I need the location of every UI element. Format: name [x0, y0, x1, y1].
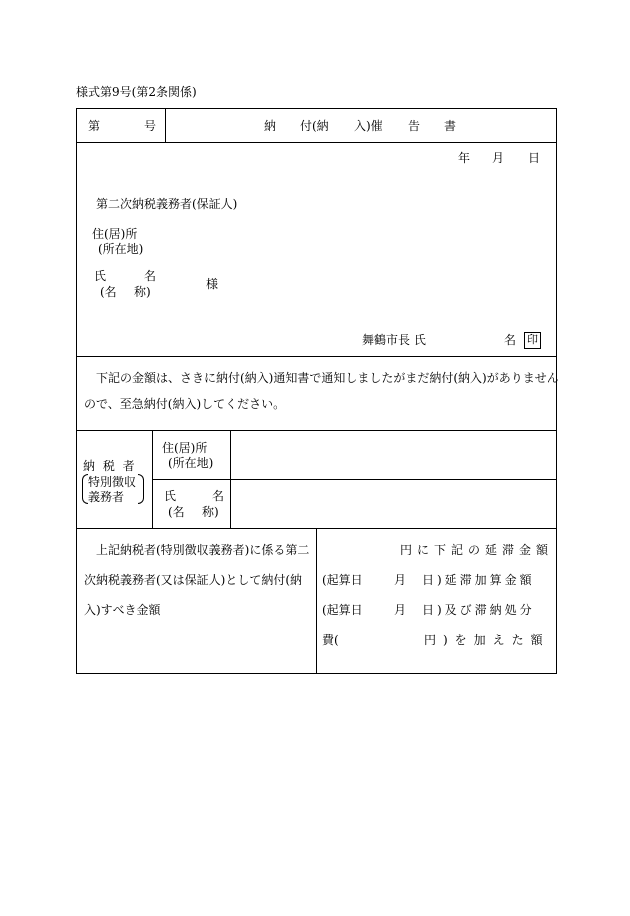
title-char-2: 付(納 [300, 119, 329, 133]
amount-right-line-2b: 月 [394, 573, 407, 587]
amount-vertical [316, 528, 317, 673]
number-suffix: 号 [144, 119, 157, 133]
addressee-name-sub-2: 称) [134, 285, 151, 299]
amount-right-line-4a: 費( [322, 633, 339, 647]
notice-divider [76, 430, 557, 431]
title-char-1: 納 [264, 119, 277, 133]
title-char-3: 入)催 [354, 119, 383, 133]
taxpayer-name-label-1: 氏 [164, 489, 177, 503]
title-char-4: 告 [408, 119, 421, 133]
amount-right-line-1: 円に下記の延滞金額 [400, 543, 554, 557]
issuer-mei: 名 [504, 333, 517, 347]
header-vertical [165, 108, 166, 142]
amount-right-line-3c: 日)及び滞納処分 [422, 603, 535, 617]
amount-right-line-4b: 円)を加えた額 [424, 633, 550, 647]
taxpayer-special-2: 義務者 [88, 490, 125, 504]
addressee-address-label: 住(居)所 [92, 227, 138, 241]
frame-top [76, 108, 557, 109]
amount-right-line-3b: 月 [394, 603, 407, 617]
taxpayer-special-1: 特別徴収 [88, 475, 137, 489]
amount-left-line-1: 上記納税者(特別徴収義務者)に係る第二 [96, 543, 310, 557]
taxpayer-mid-divider [152, 479, 557, 480]
taxpayer-address-label: 住(居)所 [162, 441, 208, 455]
frame-left [76, 108, 77, 674]
addressee-name-sub-1: (名 [100, 285, 117, 299]
amount-right-line-3a: (起算日 [322, 603, 363, 617]
sama: 様 [206, 277, 219, 291]
issuer-title: 舞鶴市長 氏 [362, 333, 426, 347]
date-day: 日 [528, 151, 541, 165]
taxpayer-vertical-2 [230, 430, 231, 528]
title-char-5: 書 [444, 119, 457, 133]
addressee-role: 第二次納税義務者(保証人) [96, 197, 238, 211]
taxpayer-address-sub: (所在地) [168, 456, 214, 470]
amount-right-line-2c: 日)延滞加算金額 [422, 573, 535, 587]
bracket-right [138, 474, 144, 504]
form-number: 様式第9号(第2条関係) [76, 85, 197, 99]
taxpayer-name-sub-1: (名 [168, 505, 185, 519]
addressee-address-sub: (所在地) [98, 242, 144, 256]
taxpayer-vertical-1 [152, 430, 153, 528]
seal-stamp: 印 [524, 332, 541, 349]
date-month: 月 [492, 151, 505, 165]
addressee-divider [76, 356, 557, 357]
number-prefix: 第 [88, 119, 101, 133]
frame-right [556, 108, 557, 674]
taxpayer-label: 納 税 者 [83, 459, 137, 473]
amount-left-line-2: 次納税義務者(又は保証人)として納付(納 [84, 573, 303, 587]
addressee-name-label-2: 名 [144, 269, 157, 283]
amount-left-line-3: 入)すべき金額 [84, 603, 161, 617]
taxpayer-name-label-2: 名 [212, 489, 225, 503]
taxpayer-name-sub-2: 称) [202, 505, 219, 519]
frame-bottom [76, 673, 557, 674]
date-year: 年 [458, 151, 471, 165]
header-divider [76, 142, 557, 143]
notice-line-1: 下記の金額は、さきに納付(納入)通知書で通知しましたがまだ納付(納入)がありません [96, 371, 559, 385]
notice-line-2: ので、至急納付(納入)してください。 [84, 397, 286, 411]
amount-right-line-2a: (起算日 [322, 573, 363, 587]
addressee-name-label-1: 氏 [94, 269, 107, 283]
